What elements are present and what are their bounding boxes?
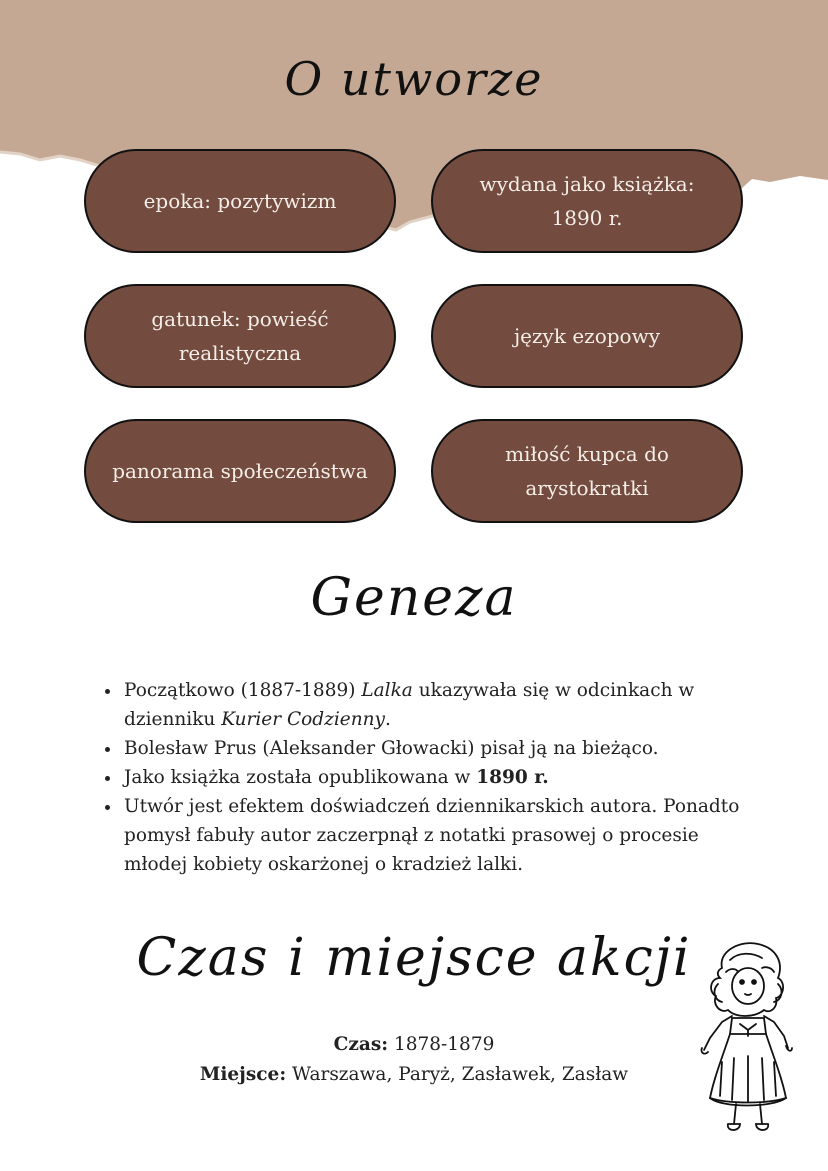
heading-time-place: Czas i miejsce akcji — [136, 928, 692, 988]
list-item: • Jako książka została opublikowana w 1890 r. — [122, 763, 762, 792]
fact-publication: wydana jako książka: 1890 r. — [431, 149, 743, 253]
fact-genre: gatunek: powieść realistyczna — [84, 284, 396, 388]
heading-genesis: Geneza — [310, 568, 518, 628]
fact-love-story: miłość kupca do arystokratki — [431, 419, 743, 523]
fact-society-panorama: panorama społeczeństwa — [84, 419, 396, 523]
list-item: • Bolesław Prus (Aleksander Głowacki) pisał ją na bieżąco. — [122, 734, 762, 763]
list-item: • Początkowo (1887-1889) Lalka ukazywała się w odcinkach w dzienniku Kurier Codzienny. — [122, 676, 762, 734]
fact-epoch: epoka: pozytywizm — [84, 149, 396, 253]
heading-about-work: O utworze — [284, 52, 544, 106]
genesis-list — [102, 676, 762, 879]
action-place: Miejsce: Warszawa, Paryż, Zasławek, Zasław — [199, 1064, 629, 1085]
action-time: Czas: 1878-1879 — [333, 1034, 495, 1055]
doll-illustration — [692, 938, 804, 1138]
fact-language: język ezopowy — [431, 284, 743, 388]
list-item: • Utwór jest efektem doświadczeń dziennikarskich autora. Ponadto pomysł fabuły autor zaczerpnął z notatki prasowej o procesie młodej kobiety oskarżonej o kradzież lalki. — [122, 792, 762, 879]
